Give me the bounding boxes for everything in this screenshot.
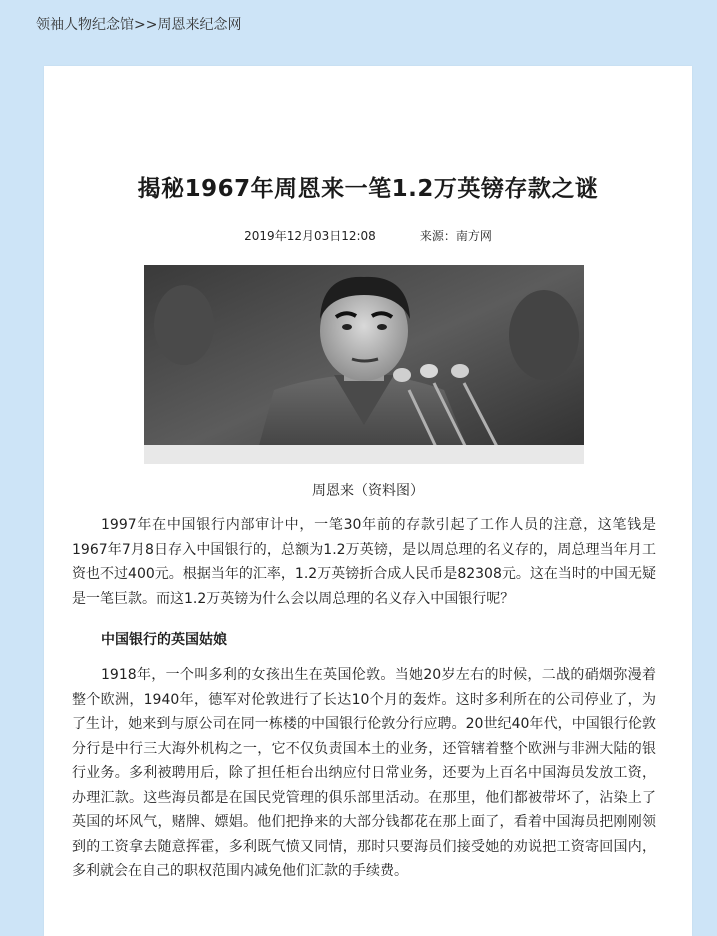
section-heading: 中国银行的英国姑娘 — [101, 632, 227, 648]
breadcrumb-separator: >> — [134, 17, 158, 33]
article-title: 揭秘1967年周恩来一笔1.2万英镑存款之谜 — [137, 176, 599, 202]
portrait-photo-image — [144, 265, 584, 464]
article-paragraph: 1997年在中国银行内部审计中，一笔30年前的存款引起了工作人员的注意，这笔钱是1967年7月8日存入中国银行的，总额为1.2万英镑，是以周总理的名义存的，周总理当年月工资也不过400元。根据当年的汇率，1.2万英镑折合成人民币是82308元。这在当时的中国无疑是一笔巨款。而这1.2万英镑为什么会以周总理的名义存入中国银行呢？ — [72, 517, 656, 607]
breadcrumb — [36, 14, 241, 34]
article-paragraph: 1918年，一个叫多利的女孩出生在英国伦敦。当她20岁左右的时候，二战的硝烟弥漫着整个欧洲，1940年，德军对伦敦进行了长达10个月的轰炸。这时多利所在的公司停业了，为了生计，她来到与原公司在同一栋楼的中国银行伦敦分行应聘。20世纪40年代，中国银行伦敦分行是中行三大海外机构之一，它不仅负责国本土的业务，还管辖着整个欧洲与非洲大陆的银行业务。多利被聘用后，除了担任柜台出纳应付日常业务，还要为上百名中国海员发放工资，办理汇款。这些海员都是在国民党管理的俱乐部里活动。在那里，他们都被带坏了，沾染上了英国的坏风气，赌牌、嫖娼。他们把挣来的大部分钱都花在那上面了，看着中国海员把刚刚领到的工资拿去随意挥霍，多利既气愤又同情，那时只要海员们接受她的劝说把工资寄回国内，多利就会在自己的职权范围内减免他们汇款的手续费。 — [72, 667, 656, 879]
article-panel — [44, 66, 692, 936]
article-source: 来源：南方网 — [419, 229, 492, 243]
breadcrumb-link-home[interactable]: 领袖人物纪念馆 — [36, 17, 134, 33]
article-photo — [144, 265, 584, 464]
publish-date: 2019年12月03日12:08 — [244, 229, 376, 243]
image-caption: 周恩来（资料图） — [312, 483, 424, 499]
breadcrumb-link-current[interactable]: 周恩来纪念网 — [157, 17, 242, 33]
article-meta — [44, 227, 692, 244]
